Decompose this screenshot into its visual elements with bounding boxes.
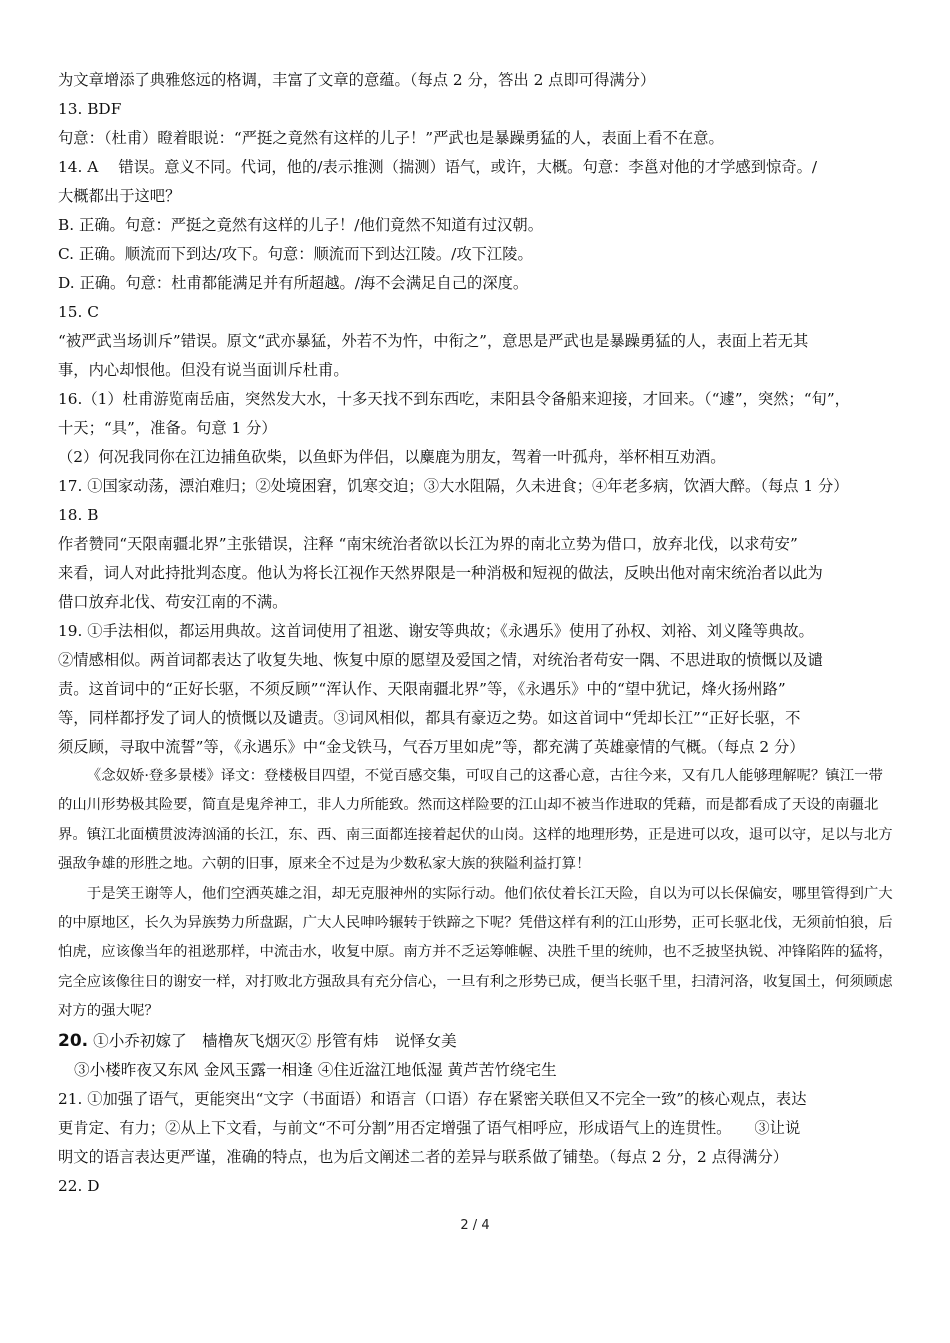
text-line: 等，同样都抒发了词人的愤慨以及谴责。③词风相似，都具有豪迈之势。如这首词中“凭却长江”“正好长驱，不 — [58, 709, 801, 727]
text-line: “被严武当场训斥”错误。原文“武亦暴猛，外若不为忤，中衔之”，意思是严武也是暴躁勇猛的人，表面上若无其 — [58, 332, 809, 350]
text-line: 借口放弃北伐、苟安江南的不满。 — [58, 593, 288, 611]
text-line: 明文的语言表达更严谨，准确的特点，也为后文阐述二者的差异与联系做了铺垫。（每点 2 分，2 点得满分） — [58, 1147, 789, 1166]
text-line: 来看，词人对此持批判态度。他认为将长江视作天然界限是一种消极和短视的做法，反映出他对南宋统治者以此为 — [58, 564, 823, 582]
text-line: 责。这首词中的“正好长驱，不须反顾”“浑认作、天限南疆北界”等，《永遇乐》中的“望中犹记，烽火扬州路” — [58, 680, 786, 698]
text-line: 大概都出于这吧？ — [58, 187, 181, 205]
answer-22: 22. D — [58, 1176, 100, 1195]
answer-17: 17. ①国家动荡，漂泊难归；②处境困窘，饥寒交迫；③大水阻隔，久未进食；④年老多病，饮酒大醉。（每点 1 分） — [58, 477, 849, 495]
text-line: 须反顾，寻取中流誓”等，《永遇乐》中“金戈铁马，气吞万里如虎”等，都充满了英雄豪情的气概。（每点 2 分） — [58, 738, 805, 756]
answer-content — [58, 66, 896, 1201]
text-line: 作者赞同“天限南疆北界”主张错误，注释 “南宋统治者欲以长江为界的南北立势为借口，放弃北伐，以求苟安” — [58, 535, 798, 553]
answer-20 — [58, 1027, 896, 1056]
text-line: 为文章增添了典雅悠远的格调，丰富了文章的意蕴。（每点 2 分，答出 2 点即可得满分） — [58, 71, 656, 89]
question-number: 20. — [58, 1030, 89, 1051]
answer-14: 14. A 错误。意义不同。代词，他的/表示推测（揣测）语气，或许，大概。句意：李邕对他的才学感到惊奇。/ — [58, 158, 818, 176]
answer-19: 19. ①手法相似，都运用典故。这首词使用了祖逖、谢安等典故；《永遇乐》使用了孙权、刘裕、刘义隆等典故。 — [58, 622, 814, 640]
text-line: ②情感相似。两首词都表达了收复失地、恢复中原的愿望及爱国之情，对统治者苟安一隅、不思进取的愤慨以及谴 — [58, 651, 823, 669]
text-line: D. 正确。句意：杜甫都能满足并有所超越。/海不会满足自己的深度。 — [58, 274, 529, 292]
page-number: 2 / 4 — [460, 1218, 490, 1233]
answer-20-line-1: ①小乔初嫁了 樯橹灰飞烟灭② 彤管有炜 说怿女美 — [93, 1031, 457, 1050]
translation-paragraph: 于是笑王谢等人，他们空洒英雄之泪，却无克服神州的实际行动。他们依仗着长江天险，自以为可以长保偏安，哪里管得到广大的中原地区，长久为异族势力所盘踞，广大人民呻吟辗转于铁蹄之下呢？凭借这样有利的江山形势，正可长驱北伐，无须前怕狼，后怕虎，应该像当年的祖逖那样，中流击水，收复中原。南方并不乏运筹帷幄、决胜千里的统帅，也不乏披坚执锐、冲锋陷阵的猛将，完全应该像往日的谢安一样，对打败北方强敌具有充分信心，一旦有利之形势已成，便当长驱千里，扫清河洛，收复国土，何须顾虑对方的强大呢？ — [58, 885, 893, 1020]
text-line: （2）何况我同你在江边捕鱼砍柴，以鱼虾为伴侣，以麋鹿为朋友，驾着一叶孤舟，举杯相互劝酒。 — [58, 448, 726, 466]
answer-16: 16.（1）杜甫游览南岳庙，突然发大水，十多天找不到东西吃，耒阳县令备船来迎接，才回来。（“遽”，突然；“旬”， — [58, 390, 850, 408]
answer-21: 21. ①加强了语气，更能突出“文字（书面语）和语言（口语）存在紧密关联但又不完全一致”的核心观点，表达 — [58, 1089, 807, 1108]
answer-13: 13. BDF — [58, 100, 122, 118]
text-line: B. 正确。句意：严挺之竟然有这样的儿子！/他们竟然不知道有过汉朝。 — [58, 216, 544, 234]
translation-paragraph: 《念奴娇·登多景楼》译文：登楼极目四望，不觉百感交集，可叹自己的这番心意，古往今来，又有几人能够理解呢？镇江一带的山川形势极其险要，简直是鬼斧神工，非人力所能致。然而这样险要的江山却不被当作进取的凭藉，而是都看成了天设的南疆北界。镇江北面横贯波涛汹涌的长江，东、西、南三面都连接着起伏的山岗。这样的地理形势，正是进可以攻，退可以守，足以与北方强敌争雄的形胜之地。六朝的旧事，原来全不过是为少数私家大族的狭隘利益打算！ — [58, 768, 893, 873]
text-line: 句意：（杜甫）瞪着眼说：“严挺之竟然有这样的儿子！”严武也是暴躁勇猛的人，表面上看不在意。 — [58, 129, 724, 147]
text-line: 更肯定、有力；②从上下文看，与前文“不可分割”用否定增强了语气相呼应，形成语气上的连贯性。 ③让说 — [58, 1118, 801, 1137]
text-line: C. 正确。顺流而下到达/攻下。句意：顺流而下到达江陵。/攻下江陵。 — [58, 245, 533, 263]
answer-18: 18. B — [58, 506, 99, 524]
text-line: 十天；“具”，准备。句意 1 分） — [58, 419, 277, 437]
answer-20-line-2: ③小楼昨夜又东风 金风玉露一相逢 ④住近湓江地低湿 黄芦苦竹绕宅生 — [74, 1060, 557, 1079]
text-line: 事，内心却恨他。但没有说当面训斥杜甫。 — [58, 361, 349, 379]
answer-15: 15. C — [58, 303, 99, 321]
